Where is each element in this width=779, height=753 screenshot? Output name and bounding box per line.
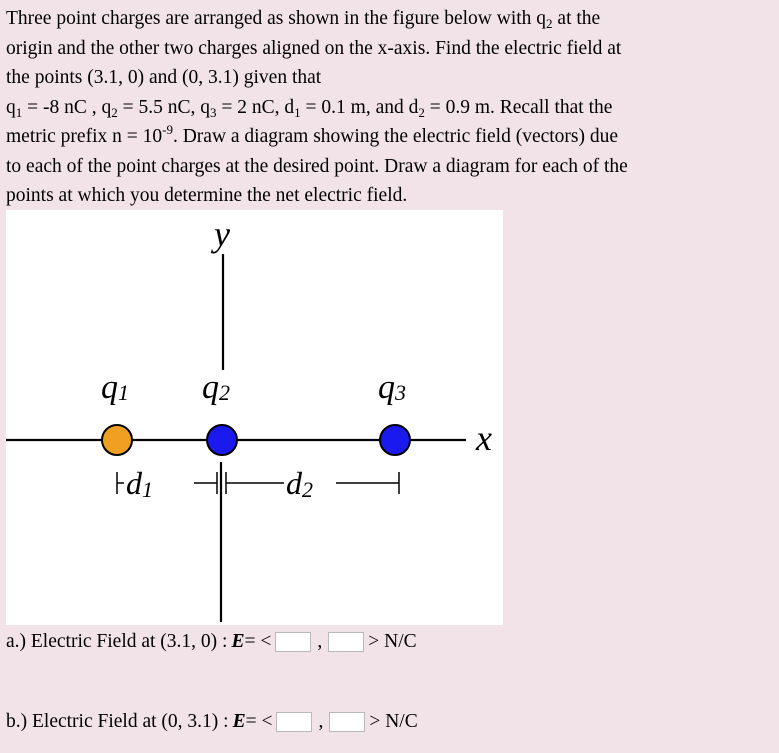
answer-a-row: a.) Electric Field at (3.1, 0) : E = < , > N/C [6, 631, 417, 652]
answer-b-row: b.) Electric Field at (0, 3.1) : E = < , > N/C [6, 711, 418, 732]
e-symbol: E [232, 711, 246, 732]
problem-line-5: metric prefix n = 10 [6, 126, 163, 147]
d1-label: d1 [126, 465, 153, 502]
d2-label: d2 [286, 465, 313, 502]
unit-label: > N/C [369, 711, 418, 732]
problem-line-3: the points (3.1, 0) and (0, 3.1) given that [6, 67, 322, 88]
answer-a-x-input[interactable] [275, 632, 311, 652]
q1-label: q1 [101, 369, 129, 406]
x-axis-label: x [476, 418, 492, 458]
charge-diagram-svg [6, 210, 503, 625]
given-values: $q_1 = -8$ nC , $q_2 = 5.5$ nC, $q_3 = 2$ nC, $d_1 = 0.1$ m, and $d_2 = 0.9$ m. Recall that the [6, 96, 613, 120]
e-symbol: E [231, 631, 245, 652]
problem-line-1: Three point charges are arranged as shown in the figure below with q [6, 8, 547, 29]
q3-label: q3 [378, 369, 406, 406]
q2-label: q2 [202, 369, 230, 406]
answer-b-x-input[interactable] [276, 712, 312, 732]
answer-b-y-input[interactable] [329, 712, 365, 732]
problem-line-7: points at which you determine the net electric field. [6, 185, 408, 206]
answer-b-label: b.) Electric Field at (0, 3.1) : [6, 711, 229, 732]
charge-q2 [207, 425, 237, 455]
unit-label: > N/C [368, 631, 417, 652]
problem-line-2: origin and the other two charges aligned on the x-axis. Find the electric field at [6, 37, 622, 59]
answer-a-label: a.) Electric Field at (3.1, 0) : [6, 631, 228, 652]
y-axis-label: y [214, 214, 230, 254]
problem-text: Three point charges are arranged as shown in the figure below with $q_2$ at the origin and the other two charges aligned on the x-axis. Find the electric field at the points (3.1, 0) and (0, 3.1) given that $q_1 = -8$ nC , $q_2 = 5.5$ nC, $q_3 = 2$ nC, $d_1 = 0.1$ m, and $d_2 = 0.9$ m. Recall that the metric prefix $n = 10^{-9}$. Draw a diagram showing the electric field (vectors) due to each of the point charges at the desired point. Draw a diagram for each of the points at which you determine the net electric field. [6, 8, 628, 206]
charge-q3 [380, 425, 410, 455]
problem-line-6: to each of the point charges at the desired point. Draw a diagram for each of the [6, 155, 628, 177]
charge-q1 [102, 425, 132, 455]
answer-a-y-input[interactable] [328, 632, 364, 652]
charge-diagram [6, 210, 503, 625]
